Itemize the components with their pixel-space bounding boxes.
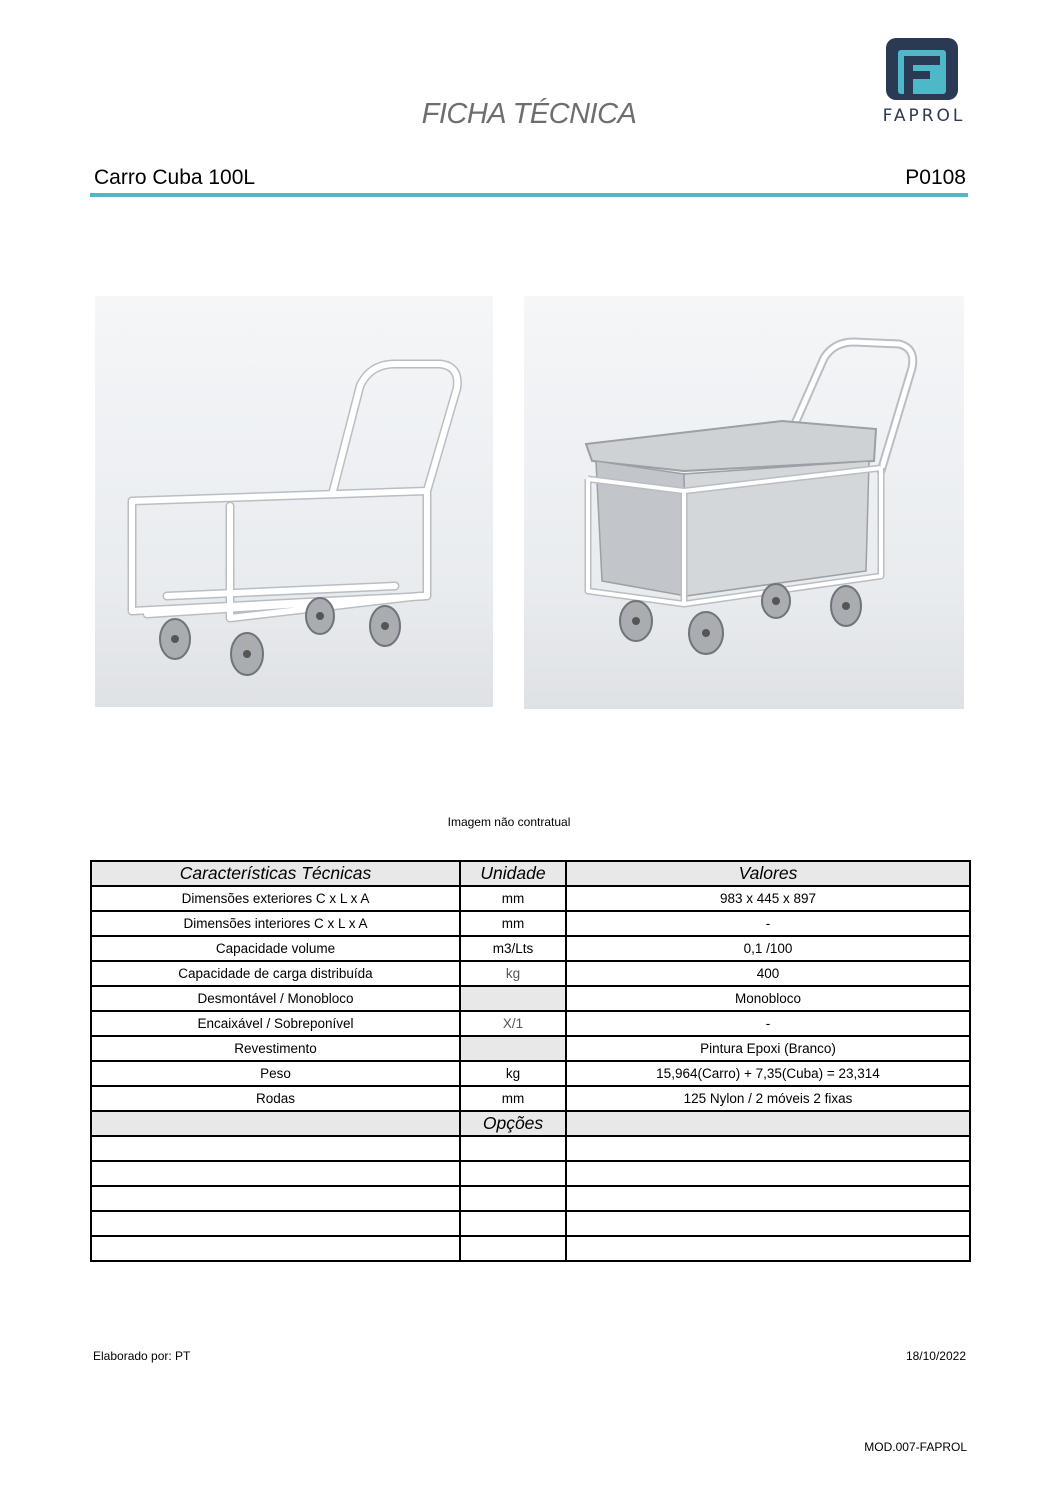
empty-option-row bbox=[91, 1236, 970, 1261]
cart-with-tub-photo bbox=[524, 296, 964, 709]
row-unit: m3/Lts bbox=[460, 936, 566, 961]
row-label: Capacidade de carga distribuída bbox=[91, 961, 460, 986]
header-values: Valores bbox=[566, 861, 970, 886]
header-characteristics: Características Técnicas bbox=[91, 861, 460, 886]
product-name: Carro Cuba 100L bbox=[94, 166, 256, 189]
product-code: P0108 bbox=[905, 166, 966, 189]
options-header-row bbox=[91, 1111, 970, 1136]
options-header-blank bbox=[91, 1111, 460, 1136]
row-unit: mm bbox=[460, 1086, 566, 1111]
row-label: Dimensões interiores C x L x A bbox=[91, 911, 460, 936]
cart-frame-photo bbox=[95, 296, 493, 707]
table-row bbox=[91, 886, 970, 911]
technical-specs-table bbox=[90, 860, 971, 1262]
row-label: Peso bbox=[91, 1061, 460, 1086]
table-header-row bbox=[91, 861, 970, 886]
row-value: 983 x 445 x 897 bbox=[566, 886, 970, 911]
table-row bbox=[91, 1011, 970, 1036]
row-value: 0,1 /100 bbox=[566, 936, 970, 961]
date-footer: 18/10/2022 bbox=[905, 1349, 966, 1363]
row-unit: mm bbox=[460, 911, 566, 936]
row-value: 15,964(Carro) + 7,35(Cuba) = 23,314 bbox=[566, 1061, 970, 1086]
row-value: - bbox=[566, 911, 970, 936]
table-row bbox=[91, 1061, 970, 1086]
row-unit: mm bbox=[460, 886, 566, 911]
row-value: Pintura Epoxi (Branco) bbox=[566, 1036, 970, 1061]
document-title: FICHA TÉCNICA bbox=[421, 98, 637, 130]
row-value: - bbox=[566, 1011, 970, 1036]
title-divider bbox=[90, 193, 968, 197]
table-row bbox=[91, 911, 970, 936]
table-row bbox=[91, 986, 970, 1011]
row-value: Monobloco bbox=[566, 986, 970, 1011]
row-label: Desmontável / Monobloco bbox=[91, 986, 460, 1011]
logo-f-mid bbox=[904, 71, 930, 79]
row-label: Encaixável / Sobreponível bbox=[91, 1011, 460, 1036]
row-unit: kg bbox=[460, 961, 566, 986]
author-footer: Elaborado por: PT bbox=[93, 1349, 191, 1363]
row-unit: X/1 bbox=[460, 1011, 566, 1036]
options-header-blank bbox=[566, 1111, 970, 1136]
row-label: Capacidade volume bbox=[91, 936, 460, 961]
row-value: 400 bbox=[566, 961, 970, 986]
row-label: Dimensões exteriores C x L x A bbox=[91, 886, 460, 911]
table-row bbox=[91, 961, 970, 986]
empty-option-row bbox=[91, 1161, 970, 1186]
empty-option-row bbox=[91, 1186, 970, 1211]
header-unit: Unidade bbox=[460, 861, 566, 886]
empty-option-row bbox=[91, 1211, 970, 1236]
logo-wordmark: FAPROL bbox=[882, 106, 966, 126]
image-disclaimer: Imagem não contratual bbox=[447, 815, 571, 829]
options-header-label: Opções bbox=[460, 1111, 566, 1136]
form-code-footer: MOD.007-FAPROL bbox=[864, 1440, 967, 1454]
row-label: Rodas bbox=[91, 1086, 460, 1111]
table-row bbox=[91, 1086, 970, 1111]
table-row bbox=[91, 1036, 970, 1061]
row-value: 125 Nylon / 2 móveis 2 fixas bbox=[566, 1086, 970, 1111]
table-row bbox=[91, 936, 970, 961]
empty-option-row bbox=[91, 1136, 970, 1161]
row-unit: kg bbox=[460, 1061, 566, 1086]
row-unit bbox=[460, 986, 566, 1011]
row-label: Revestimento bbox=[91, 1036, 460, 1061]
row-unit bbox=[460, 1036, 566, 1061]
